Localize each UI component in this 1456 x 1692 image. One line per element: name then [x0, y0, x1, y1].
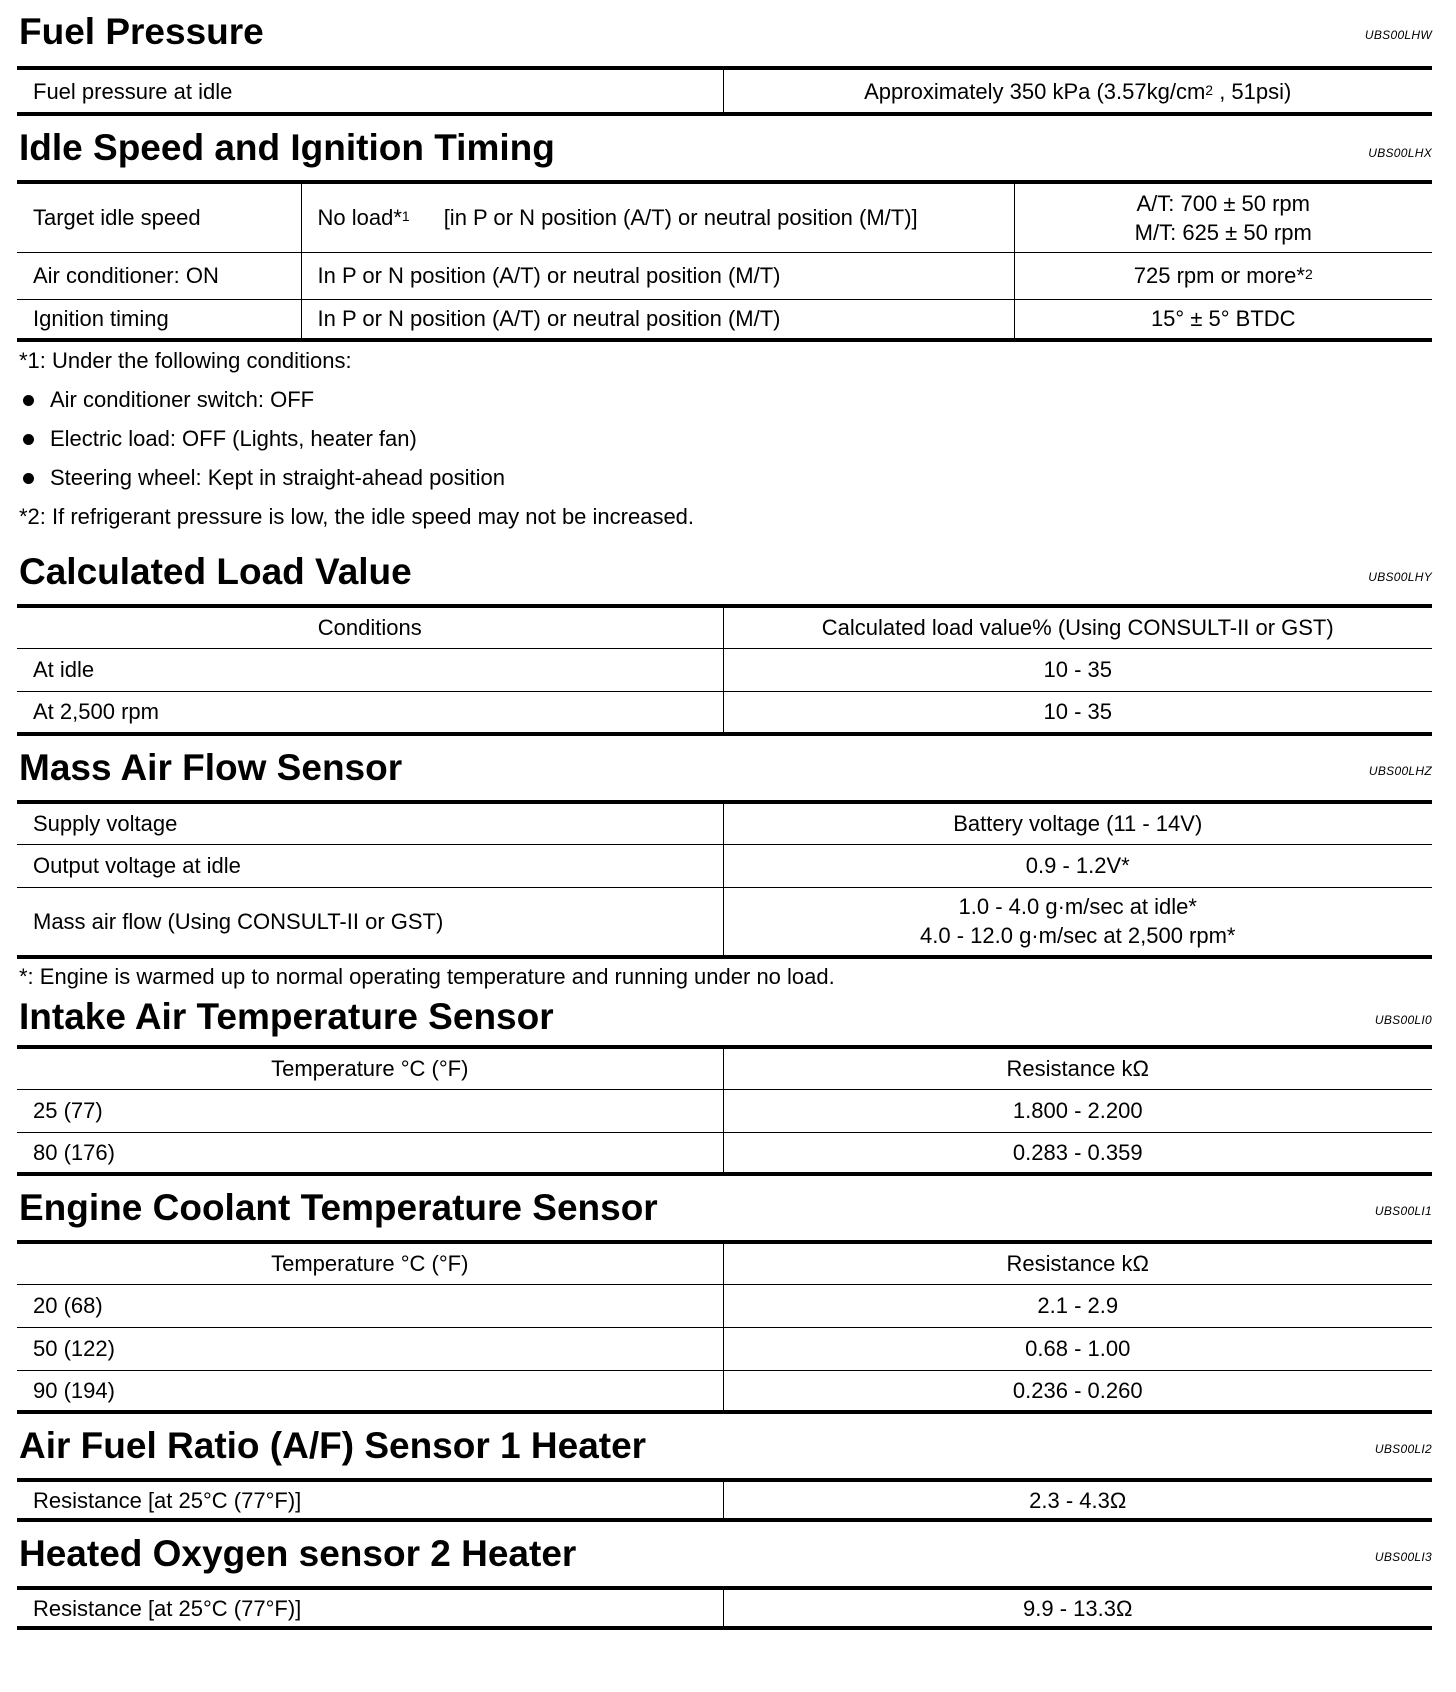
- section-code: UBS00LHY: [1368, 570, 1432, 584]
- spec-value: 0.9 - 1.2V*: [723, 844, 1432, 887]
- bullet-text: Air conditioner switch: OFF: [50, 387, 315, 412]
- section-code: UBS00LI2: [1374, 1442, 1432, 1456]
- spec-label: Fuel pressure at idle: [33, 78, 233, 104]
- calculated-load-table: [17, 604, 1432, 736]
- section-code: UBS00LHZ: [1368, 764, 1432, 778]
- bullet-text: Electric load: OFF (Lights, heater fan): [50, 426, 417, 451]
- table-row: [17, 887, 1432, 957]
- table-header-row: [17, 1047, 1432, 1089]
- spec-value: 1.800 - 2.200: [723, 1089, 1432, 1132]
- bullet-text: Steering wheel: Kept in straight-ahead position: [50, 465, 505, 490]
- bullet-icon: [23, 395, 34, 406]
- spec-label: 50 (122): [17, 1327, 723, 1370]
- section-header-ho2-heater: [17, 1522, 1432, 1586]
- spec-value: 0.283 - 0.359: [723, 1132, 1432, 1174]
- section-title: Idle Speed and Ignition Timing: [19, 127, 555, 168]
- footnote: *1: Under the following conditions:: [19, 348, 352, 373]
- section-code: UBS00LHW: [1364, 28, 1432, 42]
- bullet-icon: [23, 473, 34, 484]
- spec-label: 25 (77): [17, 1089, 723, 1132]
- section-header-iat: [17, 996, 1432, 1045]
- spec-condition: In P or N position (A/T) or neutral position (M/T): [301, 252, 1014, 299]
- bullet-item: [19, 463, 1432, 502]
- table-header-row: [17, 606, 1432, 648]
- section-title: Mass Air Flow Sensor: [19, 747, 403, 788]
- column-header: Conditions: [317, 615, 422, 641]
- value-line: 1.0 - 4.0 g·m/sec at idle*: [958, 894, 1197, 920]
- spec-label: Output voltage at idle: [17, 844, 723, 887]
- table-row: [17, 252, 1432, 299]
- section-title: Engine Coolant Temperature Sensor: [19, 1187, 658, 1228]
- af-heater-table: [17, 1478, 1432, 1522]
- spec-condition: [301, 182, 1014, 252]
- section-code: UBS00LI3: [1374, 1550, 1432, 1564]
- spec-label: Supply voltage: [33, 811, 178, 837]
- fuel-pressure-table: [17, 66, 1432, 116]
- spec-label: Mass air flow (Using CONSULT-II or GST): [17, 887, 723, 957]
- table-row: [17, 299, 1432, 340]
- spec-label: 80 (176): [17, 1132, 723, 1174]
- table-row: [17, 68, 1432, 114]
- superscript: 2: [1304, 266, 1313, 282]
- column-header: Temperature °C (°F): [271, 1251, 469, 1277]
- table-row: [17, 1327, 1432, 1370]
- column-header: Resistance kΩ: [723, 1242, 1432, 1284]
- spec-label: 90 (194): [17, 1370, 723, 1412]
- spec-value: [723, 887, 1432, 957]
- spec-label: Target idle speed: [33, 205, 201, 231]
- section-title: Intake Air Temperature Sensor: [19, 996, 554, 1037]
- table-row: [17, 1480, 1432, 1520]
- section-code: UBS00LI0: [1374, 1013, 1432, 1027]
- section-code: UBS00LI1: [1374, 1204, 1432, 1218]
- column-header: Calculated load value% (Using CONSULT-II or GST): [723, 606, 1432, 648]
- spec-label: Ignition timing: [17, 299, 301, 340]
- condition-text-tail: [in P or N position (A/T) or neutral position (M/T)]: [443, 205, 918, 231]
- spec-value: 10 - 35: [723, 648, 1432, 691]
- section-title: Air Fuel Ratio (A/F) Sensor 1 Heater: [19, 1425, 647, 1466]
- spec-value: 2.1 - 2.9: [723, 1284, 1432, 1327]
- table-row: [17, 1284, 1432, 1327]
- spec-value: 0.236 - 0.260: [723, 1370, 1432, 1412]
- spec-value: Battery voltage (11 - 14V): [723, 802, 1432, 844]
- value-text: 725 rpm or more*: [1133, 263, 1305, 288]
- section-header-idle-speed: [17, 116, 1432, 180]
- table-row: [17, 1132, 1432, 1174]
- table-row: [17, 1089, 1432, 1132]
- ho2-heater-table: [17, 1586, 1432, 1630]
- table-row: [17, 802, 1432, 844]
- value-line: A/T: 700 ± 50 rpm: [1136, 190, 1310, 216]
- maf-table: [17, 800, 1432, 959]
- bullet-item: [19, 424, 1432, 463]
- spec-condition: In P or N position (A/T) or neutral position (M/T): [301, 299, 1014, 340]
- spec-label: At idle: [17, 648, 723, 691]
- value-line: M/T: 625 ± 50 rpm: [1134, 219, 1312, 245]
- spec-label: Resistance [at 25°C (77°F)]: [33, 1595, 302, 1621]
- value-text-tail: , 51psi): [1213, 78, 1292, 104]
- spec-value: 0.68 - 1.00: [723, 1327, 1432, 1370]
- section-title: Fuel Pressure: [19, 11, 264, 52]
- section-header-calculated-load: [17, 541, 1432, 604]
- footnote: *2: If refrigerant pressure is low, the idle speed may not be increased.: [19, 504, 695, 529]
- spec-label: At 2,500 rpm: [17, 691, 723, 734]
- table-row: [17, 691, 1432, 734]
- superscript: 2: [1205, 81, 1214, 98]
- spec-label: Air conditioner: ON: [17, 252, 301, 299]
- table-row: [17, 1588, 1432, 1628]
- idle-speed-table: [17, 180, 1432, 342]
- section-title: Calculated Load Value: [19, 551, 412, 592]
- spec-value: 10 - 35: [723, 691, 1432, 734]
- ect-table: [17, 1240, 1432, 1414]
- value-line: 4.0 - 12.0 g·m/sec at 2,500 rpm*: [920, 923, 1236, 949]
- idle-notes: [19, 346, 1432, 541]
- column-header: Temperature °C (°F): [271, 1056, 469, 1082]
- spec-label: 20 (68): [17, 1284, 723, 1327]
- spec-value: 2.3 - 4.3Ω: [723, 1480, 1432, 1520]
- spec-value: [723, 68, 1432, 114]
- spec-document: [17, 0, 1432, 1630]
- spec-label: Resistance [at 25°C (77°F)]: [33, 1487, 302, 1513]
- section-header-maf: [17, 736, 1432, 800]
- iat-table: [17, 1045, 1432, 1176]
- table-header-row: [17, 1242, 1432, 1284]
- table-row: [17, 1370, 1432, 1412]
- section-code: UBS00LHX: [1368, 146, 1432, 160]
- section-header-ect: [17, 1176, 1432, 1240]
- superscript: 1: [401, 208, 410, 225]
- bullet-item: [19, 385, 1432, 424]
- table-row: [17, 182, 1432, 252]
- section-header-af-heater: [17, 1414, 1432, 1478]
- spec-value: [1014, 252, 1432, 299]
- footnote: *: Engine is warmed up to normal operating temperature and running under no load.: [19, 964, 835, 989]
- section-title: Heated Oxygen sensor 2 Heater: [19, 1533, 577, 1574]
- table-row: [17, 844, 1432, 887]
- spec-value: [1014, 182, 1432, 252]
- table-row: [17, 648, 1432, 691]
- spec-value: 9.9 - 13.3Ω: [723, 1588, 1432, 1628]
- value-text: Approximately 350 kPa (3.57kg/cm: [864, 78, 1206, 104]
- condition-text: No load*: [317, 205, 402, 231]
- bullet-icon: [23, 434, 34, 445]
- column-header: Resistance kΩ: [723, 1047, 1432, 1089]
- spec-value: 15° ± 5° BTDC: [1014, 299, 1432, 340]
- section-header-fuel-pressure: [17, 0, 1432, 66]
